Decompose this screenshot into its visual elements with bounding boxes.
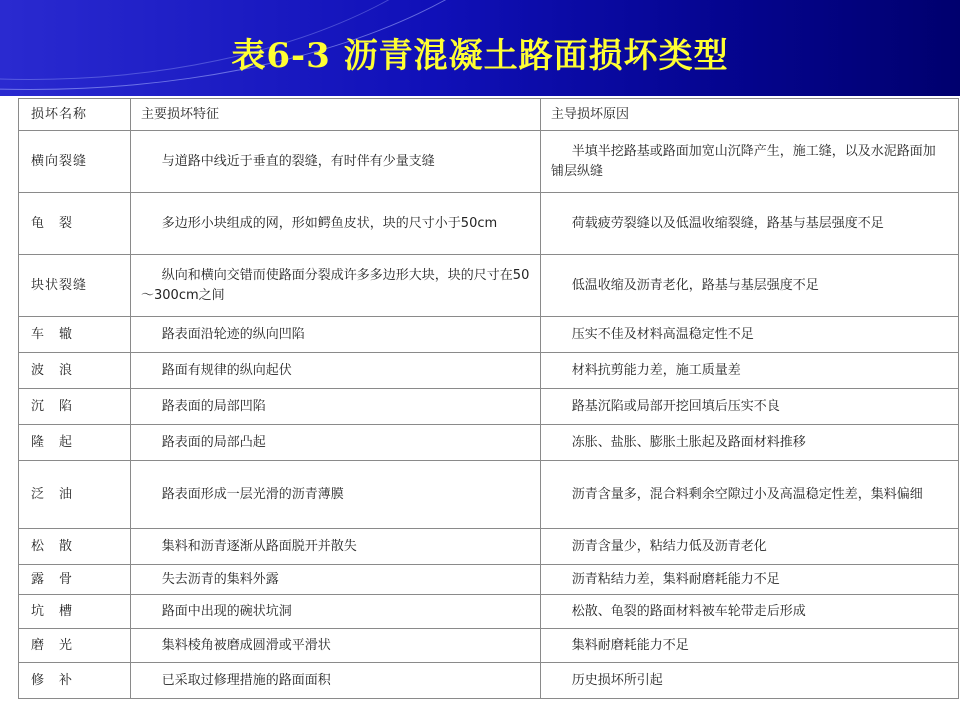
- damage-cause-cell: 压实不佳及材料高温稳定性不足: [541, 317, 959, 353]
- damage-name-cell: 修 补: [19, 663, 131, 699]
- damage-name-cell: 松 散: [19, 529, 131, 565]
- damage-cause-cell: 低温收缩及沥青老化，路基与基层强度不足: [541, 255, 959, 317]
- table-row: [19, 663, 959, 699]
- damage-feature-cell: 失去沥青的集料外露: [131, 565, 541, 595]
- damage-cause-cell: 半填半挖路基或路面加宽山沉降产生，施工缝，以及水泥路面加铺层纵缝: [541, 131, 959, 193]
- damage-feature-cell: 路表面形成一层光滑的沥青薄膜: [131, 461, 541, 529]
- damage-cause-cell: 路基沉陷或局部开挖回填后压实不良: [541, 389, 959, 425]
- table-row: [19, 629, 959, 663]
- damage-name-cell: 隆 起: [19, 425, 131, 461]
- page-title: 表6-3 沥青混凝土路面损坏类型: [231, 36, 729, 76]
- table-row: [19, 255, 959, 317]
- damage-cause-cell: 材料抗剪能力差，施工质量差: [541, 353, 959, 389]
- damage-name-cell: 露 骨: [19, 565, 131, 595]
- damage-name-cell: 泛 油: [19, 461, 131, 529]
- damage-name-cell: 磨 光: [19, 629, 131, 663]
- damage-feature-cell: 与道路中线近于垂直的裂缝，有时伴有少量支缝: [131, 131, 541, 193]
- table-row: [19, 131, 959, 193]
- damage-cause-cell: 荷载疲劳裂缝以及低温收缩裂缝，路基与基层强度不足: [541, 193, 959, 255]
- table-row: [19, 565, 959, 595]
- column-header-feature: 主要损坏特征: [131, 99, 541, 131]
- damage-name-cell: 块状裂缝: [19, 255, 131, 317]
- column-header-name: 损坏名称: [19, 99, 131, 131]
- table-row: [19, 353, 959, 389]
- table-row: [19, 595, 959, 629]
- table-row: [19, 425, 959, 461]
- damage-name-cell: 龟 裂: [19, 193, 131, 255]
- table-header-row: [19, 99, 959, 131]
- damage-feature-cell: 多边形小块组成的网，形如鳄鱼皮状，块的尺寸小于50cm: [131, 193, 541, 255]
- damage-name-cell: 坑 槽: [19, 595, 131, 629]
- damage-cause-cell: 沥青粘结力差，集料耐磨耗能力不足: [541, 565, 959, 595]
- title-banner: [0, 0, 960, 96]
- damage-feature-cell: 路面中出现的碗状坑洞: [131, 595, 541, 629]
- damage-name-cell: 波 浪: [19, 353, 131, 389]
- damage-types-table: [18, 98, 959, 699]
- damage-name-cell: 横向裂缝: [19, 131, 131, 193]
- damage-feature-cell: 集料棱角被磨成圆滑或平滑状: [131, 629, 541, 663]
- damage-cause-cell: 冻胀、盐胀、膨胀土胀起及路面材料推移: [541, 425, 959, 461]
- damage-cause-cell: 松散、龟裂的路面材料被车轮带走后形成: [541, 595, 959, 629]
- damage-cause-cell: 集料耐磨耗能力不足: [541, 629, 959, 663]
- damage-cause-cell: 沥青含量多，混合料剩余空隙过小及高温稳定性差，集料偏细: [541, 461, 959, 529]
- column-header-cause: 主导损坏原因: [541, 99, 959, 131]
- damage-feature-cell: 路面有规律的纵向起伏: [131, 353, 541, 389]
- damage-cause-cell: 历史损坏所引起: [541, 663, 959, 699]
- damage-feature-cell: 集料和沥青逐渐从路面脱开并散失: [131, 529, 541, 565]
- table-row: [19, 461, 959, 529]
- damage-feature-cell: 路表面的局部凹陷: [131, 389, 541, 425]
- damage-feature-cell: 已采取过修理措施的路面面积: [131, 663, 541, 699]
- table-row: [19, 193, 959, 255]
- table-row: [19, 317, 959, 353]
- damage-name-cell: 沉 陷: [19, 389, 131, 425]
- damage-cause-cell: 沥青含量少，粘结力低及沥青老化: [541, 529, 959, 565]
- damage-name-cell: 车 辙: [19, 317, 131, 353]
- table-row: [19, 529, 959, 565]
- table-row: [19, 389, 959, 425]
- table-container: [0, 96, 960, 720]
- damage-feature-cell: 路表面的局部凸起: [131, 425, 541, 461]
- damage-feature-cell: 路表面沿轮迹的纵向凹陷: [131, 317, 541, 353]
- damage-feature-cell: 纵向和横向交错而使路面分裂成许多多边形大块，块的尺寸在50～300cm之间: [131, 255, 541, 317]
